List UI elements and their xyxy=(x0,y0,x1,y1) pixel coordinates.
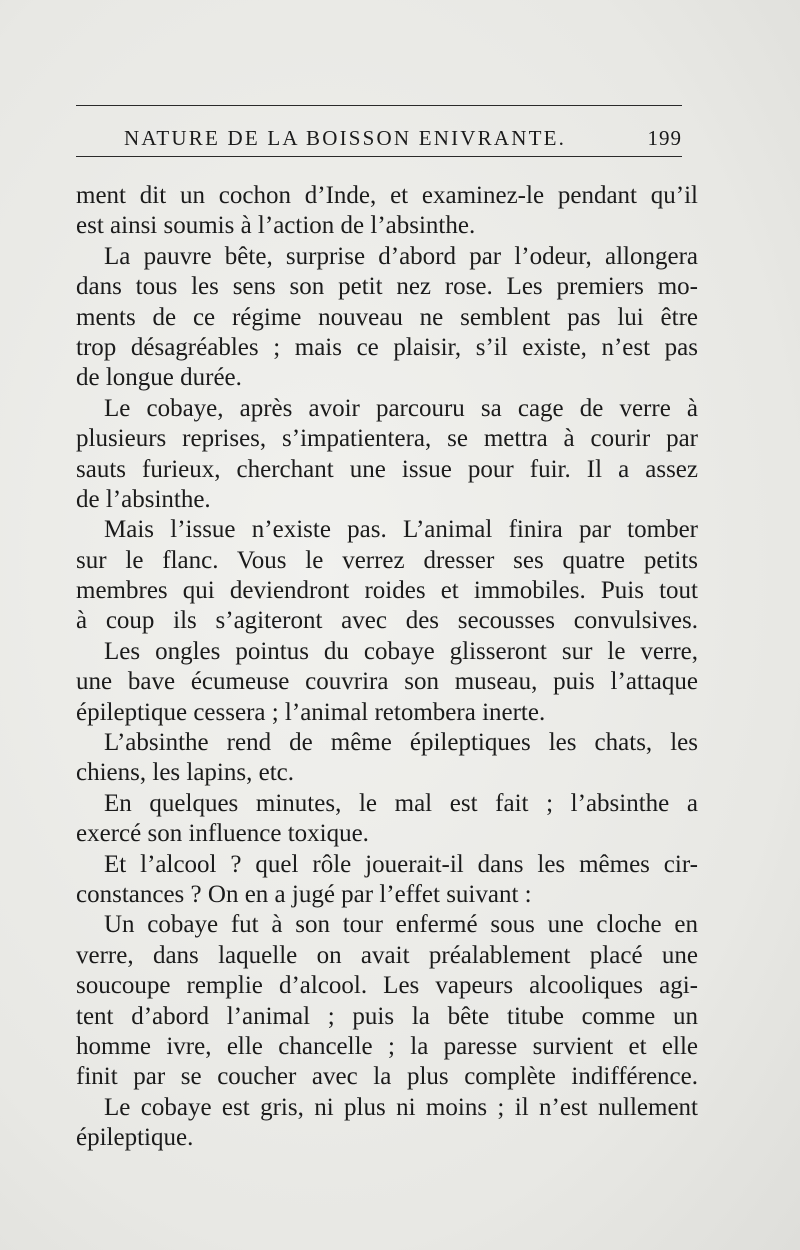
text-line: tent d’abord l’animal ; puis la bête titube comme un xyxy=(76,1002,698,1030)
text-line: de longue durée. xyxy=(76,364,242,392)
text-line: dans tous les sens son petit nez rose. Les premiers mo- xyxy=(76,273,698,301)
text-line: une bave écumeuse couvrira son museau, puis l’attaque xyxy=(76,668,698,696)
text-line: ments de ce régime nouveau ne semblent pas lui être xyxy=(76,303,698,331)
body-text xyxy=(76,181,698,1154)
text-line: exercé son influence toxique. xyxy=(76,820,369,848)
text-line: membres qui deviendront roides et immobiles. Puis tout xyxy=(76,577,698,605)
text-line: verre, dans laquelle on avait préalablement placé une xyxy=(76,941,698,969)
text-line: homme ivre, elle chancelle ; la paresse survient et elle xyxy=(76,1032,698,1060)
text-line: Mais l’issue n’existe pas. L’animal finira par tomber xyxy=(104,516,698,544)
page-number: 199 xyxy=(647,126,682,150)
text-line: plusieurs reprises, s’impatientera, se mettra à courir par xyxy=(76,425,698,453)
text-line: est ainsi soumis à l’action de l’absinthe. xyxy=(76,212,476,240)
text-line: chiens, les lapins, etc. xyxy=(76,759,294,787)
text-line: Et l’alcool ? quel rôle jouerait-il dans les mêmes cir- xyxy=(104,850,698,878)
text-line: En quelques minutes, le mal est fait ; l’absinthe a xyxy=(104,789,698,817)
text-line: sauts furieux, cherchant une issue pour fuir. Il a assez xyxy=(76,455,698,483)
text-line: finit par se coucher avec la plus complète indifférence. xyxy=(76,1063,698,1091)
header-rule-bottom xyxy=(76,156,682,157)
text-line: de l’absinthe. xyxy=(76,485,211,513)
text-line: Les ongles pointus du cobaye glisseront sur le verre, xyxy=(104,637,698,665)
text-line: trop désagréables ; mais ce plaisir, s’il existe, n’est pas xyxy=(76,333,698,361)
text-line: Un cobaye fut à son tour enfermé sous une cloche en xyxy=(104,911,698,939)
text-line: Le cobaye, après avoir parcouru sa cage de verre à xyxy=(104,394,698,422)
text-line: ment dit un cochon d’Inde, et examinez-le pendant qu’il xyxy=(76,182,698,209)
text-line: constances ? On en a jugé par l’effet suivant : xyxy=(76,880,532,908)
text-line: épileptique. xyxy=(76,1124,194,1152)
header-rule-top xyxy=(76,105,682,106)
text-line: L’absinthe rend de même épileptiques les chats, les xyxy=(104,729,698,757)
text-line: La pauvre bête, surprise d’abord par l’odeur, allongera xyxy=(104,242,698,270)
text-line: épileptique cessera ; l’animal retombera inerte. xyxy=(76,698,546,726)
running-head xyxy=(78,120,682,152)
text-line: soucoupe remplie d’alcool. Les vapeurs alcooliques agi- xyxy=(76,972,698,1000)
text-line: sur le flanc. Vous le verrez dresser ses quatre petits xyxy=(76,546,698,574)
text-line: Le cobaye est gris, ni plus ni moins ; il n’est nullement xyxy=(104,1093,698,1121)
text-line: à coup ils s’agiteront avec des secousses convulsives. xyxy=(76,607,698,635)
running-head-title: NATURE DE LA BOISSON ENIVRANTE. xyxy=(124,126,567,150)
